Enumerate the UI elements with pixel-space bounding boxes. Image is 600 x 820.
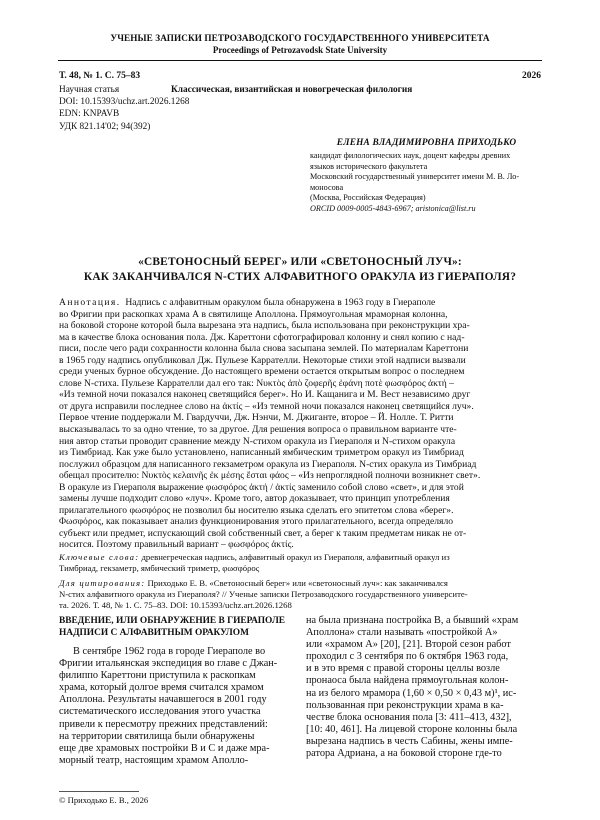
abstract-line: прилагательного φωσφόρος не позволил бы носителю языка сделать его эпитетом слова «берег».: [59, 504, 454, 516]
abstract-label: Аннотация.: [59, 297, 121, 308]
abstract-line: Аннотация. Надпись с алфавитным оракулом была обнаружена в 1963 году в Гиераполе: [59, 297, 436, 308]
abstract-line: Φωσφόρος, как показывает анализ функционирования этого прилагательного, всегда определяло: [59, 516, 454, 528]
body-line: и в это время с правой стороны целлы возле: [306, 663, 500, 675]
body-line: Фригии итальянская экспедиция во главе с Джан-: [59, 658, 278, 670]
left-column-text: [59, 646, 295, 767]
body-line: Аполлона. Результаты начавшегося в 2001 году: [59, 694, 267, 706]
citation-line: N-стих алфавитного оракула из Гиераполя? // Ученые записки Петрозаводского государственного университе-: [59, 589, 468, 599]
abstract-line: из Тимбриад. Как уже было установлено, написанный ямбическим триметром оракул из Тимбриад: [59, 447, 464, 459]
abstract-line: носится. Поэтому правильный вариант – φωσφόρος ἀκτίς.: [59, 539, 294, 551]
journal-title-en: Proceedings of Petrozavodsk State University: [212, 45, 388, 55]
abstract-line: на боковой стороне которой была вырезана эта надпись, была использована при реконструкции хра-: [59, 320, 470, 332]
citation: [59, 578, 545, 611]
body-line: Аполлона» стали называть «постройкой А»: [306, 627, 498, 639]
body-line: проходил с 3 сентября по 6 октября 1963 года,: [306, 651, 509, 663]
body-line: морный театр, настоящим храмом Аполло-: [59, 754, 249, 766]
body-line: или «храмом А» [20], [21]. Второй сезон работ: [306, 639, 511, 651]
edn: EDN: KNPAVB: [59, 109, 120, 119]
doi: DOI: 10.15393/uchz.art.2026.1268: [59, 97, 190, 107]
abstract-line: обещал просителю: Νυκτὸς κελαινῆς ἐκ μέσης ἔσται φάος – «Из непроглядной полночи возникнет свет».: [59, 470, 481, 482]
abstract-line: замены лучше подходит слово «луч». Кроме того, автор доказывает, что принцип употребления: [59, 493, 450, 505]
body-line: [10: 40, 461]. На лицевой стороне колонны была: [306, 723, 518, 735]
right-column-text: [306, 615, 544, 760]
udk: УДК 821.14'02; 94(392): [59, 122, 151, 132]
affiliation-line: языков исторического факультета: [310, 161, 428, 171]
affiliation-line: (Москва, Российская Федерация): [310, 193, 426, 203]
citation-label: Для цитирования:: [59, 578, 146, 588]
body-line: В сентябре 1962 года в городе Гиераполе во: [73, 646, 266, 657]
footnote-rule: [59, 791, 139, 792]
abstract-line: писи, после чего ради сохранности колонна была снова засыпана землей. По материалам Кареттони: [59, 343, 469, 355]
abstract-line: высказывалась то за одно чтение, то за другое. Для решения вопроса о правильном варианте чте-: [59, 424, 457, 436]
affiliation-line: моносова: [310, 182, 344, 192]
body-line: пользованная при реконструкции храма в ка-: [306, 699, 504, 711]
author-affiliation: [310, 151, 550, 215]
abstract-line: от друга исправили последнее слово на ἀκτίς – «Из темной ночи показался наконец светящийся луч».: [59, 400, 474, 412]
citation-line: Для цитирования: Приходько Е. В. «Светоносный берег» или «светоносный луч»: как заканчивался: [59, 578, 448, 588]
body-line: филиппо Кареттони приступила к раскопкам: [59, 670, 256, 682]
article-title-line-2: КАК ЗАКАНЧИВАЛСЯ N-СТИХ АЛФАВИТНОГО ОРАКУЛА ИЗ ГИЕРАПОЛЯ?: [83, 271, 517, 283]
article-type: Научная статья: [59, 85, 120, 95]
keywords: [59, 552, 545, 574]
journal-title: УЧЕНЫЕ ЗАПИСКИ ПЕТРОЗАВОДСКОГО ГОСУДАРСТВЕННОГО УНИВЕРСИТЕТА: [110, 33, 490, 43]
body-line: систематического исследования этого участка: [59, 706, 261, 718]
affiliation-line: кандидат филологических наук, доцент кафедры древних: [310, 151, 511, 160]
abstract-line: слове N-стиха. Пульезе Каррателли дал его так: Νυκτὸς ἀπὸ ζοφερῆς ἐφάνη ποτὲ φωσφόρος ἀκτή –: [59, 377, 454, 389]
volume-pages: Т. 48, № 1. С. 75–83: [59, 71, 141, 81]
body-line: еще две храмовых постройки В и С и даже мра-: [59, 742, 270, 754]
body-line: вырезана надпись в честь Сабины, жены импе-: [306, 735, 513, 747]
abstract-line: среди ученых бурное обсуждение. До настоящего времени остается открытым вопрос о последнем: [59, 366, 465, 378]
abstract: [59, 297, 545, 551]
abstract-line: В оракуле из Гиераполя выражение φωσφόρος ἀκτή / ἀκτίς заменило собой слово «свет», и для этой: [59, 481, 464, 493]
body-line: храма, который долгое время считался храмом: [59, 682, 264, 694]
section-heading: ВВЕДЕНИЕ, ИЛИ ОБНАРУЖЕНИЕ В ГИЕРАПОЛЕ НАДПИСИ С АЛФАВИТНЫМ ОРАКУЛОМ: [59, 616, 286, 638]
body-line: привели к пересмотру прежних представлений:: [59, 718, 268, 730]
body-line: на из белого мрамора (1,60 × 0,50 × 0,43 м)¹, ис-: [306, 687, 517, 699]
citation-line: та. 2026. Т. 48, № 1. С. 75–83. DOI: 10.15393/uchz.art.2026.1268: [59, 600, 292, 610]
affiliation-line: Московский государственный университет имени М. В. Ло-: [310, 172, 520, 182]
body-line: пронаоса была найдена прямоугольная колон-: [306, 675, 509, 687]
publication-year: 2026: [522, 71, 541, 81]
journal-section: Классическая, византийская и новогреческая филология: [171, 85, 413, 95]
body-line: на была признана постройка В, а бывший «храм: [306, 615, 519, 626]
abstract-line: Первое чтение поддержали М. Гвардуччи, Дж. Нэнчи, М. Джиганте, второе – Й. Нолле. Т. Ритти: [59, 412, 454, 424]
article-title-line-1: «СВЕТОНОСНЫЙ БЕРЕГ» ИЛИ «СВЕТОНОСНЫЙ ЛУЧ»:: [138, 256, 462, 268]
abstract-line: субъект или предмет, испускающий свой собственный свет, а берег к таким предметам никак не от-: [59, 527, 467, 539]
abstract-line: ма в качестве блока основания пола. Дж. Кареттони сфотографировал колонну и снял копию с над-: [59, 331, 465, 343]
header-rule: [58, 60, 542, 61]
abstract-line: «Из темной ночи показался наконец светящийся берег». Но И. Кащанига и М. Вест независимо друг: [59, 389, 471, 401]
abstract-line: во Фригии при раскопках храма А в святилище Аполлона. Прямоугольная мраморная колонна,: [59, 308, 448, 320]
body-line: честве блока основания пола [3: 411–413, 432],: [306, 711, 512, 723]
abstract-line: в 1965 году надпись опубликовал Дж. Пульезе Каррателли. Некоторые стихи этой надписи вызвали: [59, 354, 466, 366]
abstract-line: послужил образцом для написанного гекзаметром оракула из Гиераполя. N-стих оракула из Тимбриад: [59, 458, 477, 470]
orcid-email: ORCID 0009-0005-4843-6967; aristonica@list.ru: [310, 203, 476, 213]
keywords-line: Тимбриад, гекзаметр, ямбический триметр, φωσφόρος: [59, 563, 260, 573]
body-line: на территории святилища были обнаружены: [59, 730, 255, 742]
body-line: ратора Адриана, а на боковой стороне где-то: [306, 748, 502, 760]
abstract-line: ния автор статьи проводит сравнение между N-стихом оракула из Гиераполя и N-стихом оракула: [59, 435, 456, 447]
keywords-line: Ключевые слова: древнегреческая надпись, алфавитный оракул из Гиераполя, алфавитный оракул из: [59, 552, 450, 562]
author-name: ЕЛЕНА ВЛАДИМИРОВНА ПРИХОДЬКО: [336, 138, 517, 148]
copyright: © Приходько Е. В., 2026: [59, 795, 149, 805]
keywords-label: Ключевые слова:: [59, 552, 140, 562]
